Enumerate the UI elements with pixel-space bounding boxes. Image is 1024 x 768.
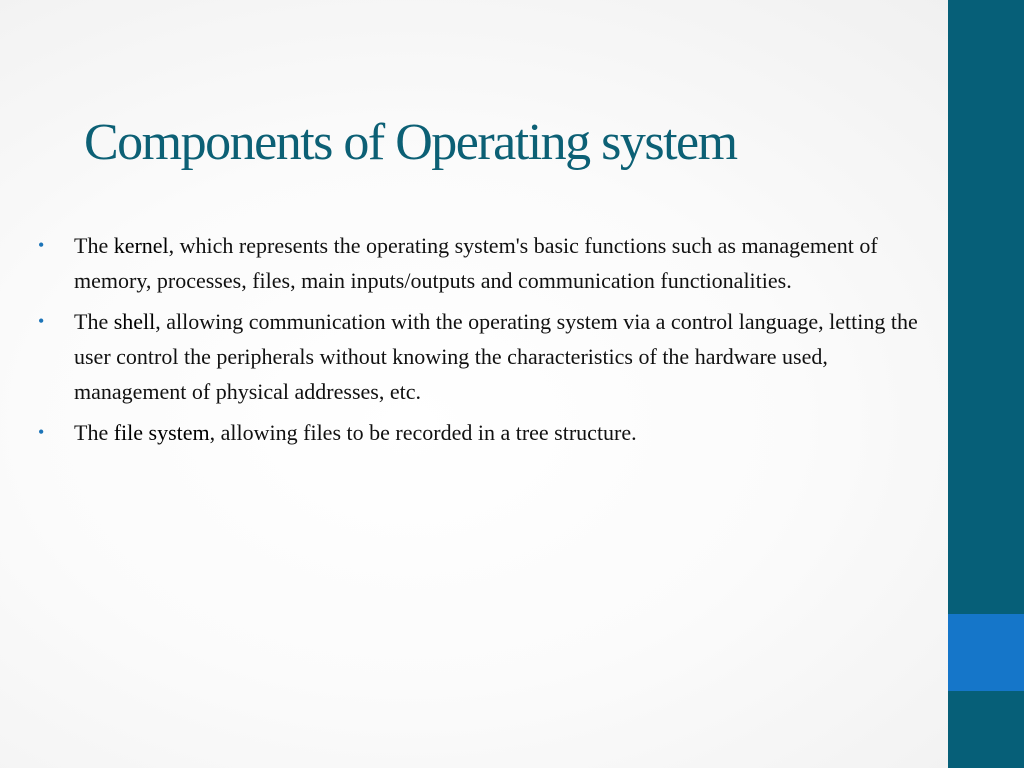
bullet-text: , which represents the operating system's basic functions such as management of memory, processes, files, main inputs/outputs and communication functionalities. [74, 233, 878, 293]
bullet-icon: • [38, 422, 45, 442]
term-shell: shell [113, 309, 156, 334]
slide-title: Components of Operating system [84, 114, 737, 171]
term-kernel: kernel [113, 233, 169, 258]
bullet-icon: • [38, 235, 45, 255]
bullet-text: , allowing communication with the operating system via a control language, letting the user control the peripherals without knowing the characteristics of the hardware used, management of physical addresses, etc. [74, 309, 918, 404]
right-accent-block [948, 614, 1024, 691]
bullet-shell [32, 304, 927, 409]
bullet-icon: • [38, 311, 45, 331]
bullet-prefix: The [74, 309, 114, 334]
bullet-prefix: The [74, 420, 114, 445]
bullet-file-system [32, 415, 927, 450]
term-file-system: file system [113, 420, 210, 445]
bullet-kernel [32, 228, 927, 298]
bullet-text: , allowing files to be recorded in a tree structure. [209, 420, 637, 445]
bullet-list [32, 228, 927, 456]
bullet-prefix: The [74, 233, 114, 258]
